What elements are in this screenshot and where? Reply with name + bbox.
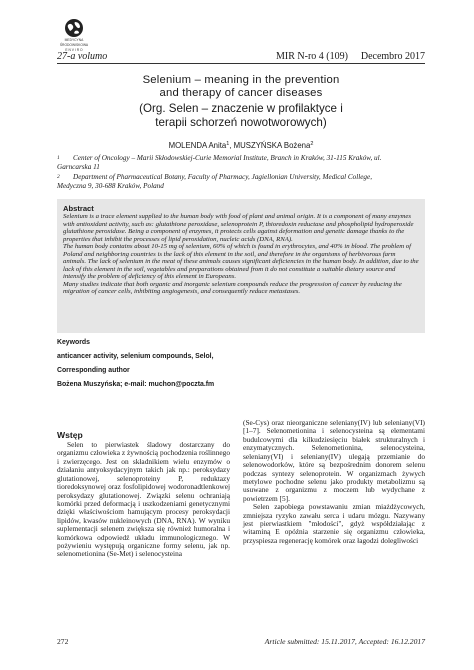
body-paragraph: (Se-Cys) oraz nieorganiczne seleniany(IV) lub seleniany(VI) [1–7]. Selenometionina i selenocysteina są elementami budulcowymi dla kilkudziesięciu białek strukturalnych i enzymatycznych. Selenometionina, selenocysteina, seleniany(VI) i seleniany(IV) ulegają przemianie do selenowodorków, które są bezpośrednim donorem selenu podczas syntezy selenoprotein. W organizmach żywych metylowe pochodne selenu jako produkty metabolizmu są usuwane z organizmu z moczem lub wydychane z powietrzem [5].: [243, 418, 425, 503]
keywords-text: anticancer activity, selenium compounds, Selol,: [57, 353, 214, 360]
issue-label: MIR N-ro 4 (109): [276, 51, 348, 62]
author-separator: ,: [229, 141, 234, 150]
body-paragraph: Selen zapobiega powstawaniu zmian miażdżycowych, zmniejsza ryzyko zawału serca i udaru mózgu. Nazywany jest pierwiastkiem "młodości", gdyż współdziałając z witaminą E opóźnia starzenie się organizmu człowieka, przyspiesza regenerację komórek oraz łagodzi dolegliwości: [243, 502, 425, 545]
submission-dates: Article submitted: 15.11.2017, Accepted: 16.12.2017: [264, 637, 425, 646]
affiliation-text-cont: Garncarska 11: [57, 163, 100, 172]
abstract-box: [57, 199, 425, 333]
logo-line-1: MEDYCYNA: [64, 38, 84, 42]
logo-line-3: E N V I R O: [65, 47, 83, 52]
author-list: [57, 139, 425, 151]
abstract-paragraph: Selenium is a trace element supplied to the human body with food of plant and animal origin. It is a component of many enzymes with antioxidant activity, such as: glutathione peroxidase, selenoprotein P, thioredoxin reductase and phospholipid hydroperoxide glutathione peroxidase. Being a component of enzymes, it protects cells against deformation and genetic damage thanks to the properties that inhibit the processes of lipid peroxidation, nucleic acids (DNA, RNA).: [63, 213, 414, 243]
affiliation-text: Department of Pharmaceutical Botany, Faculty of Pharmacy, Jagiellonian University, Medical College,: [73, 172, 373, 181]
author-2: MUSZYŃSKA Bożena: [233, 141, 311, 150]
abstract-paragraph: Many studies indicate that both organic and inorganic selenium compounds reduce the progression of cancer by reducing the migration of cancer cells, inhibiting angiogenesis, and consequently reduce metastases.: [63, 280, 402, 296]
corresponding-label: Corresponding author: [57, 367, 130, 374]
globe-icon: [64, 18, 84, 38]
author-1: MOLENDA Anita: [168, 141, 227, 150]
journal-logo: [57, 18, 91, 52]
article-title: [57, 74, 425, 100]
logo-line-2: ŚRODOWISKOWA: [59, 42, 89, 47]
subtitle-line-1: (Org. Selen – znaczenie w profilaktyce i: [139, 102, 343, 115]
title-line-2: and therapy of cancer diseases: [159, 87, 323, 100]
affiliation-number: 2: [57, 173, 60, 180]
abstract-paragraph: The human body contains about 10-15 mg of selenium, 60% of which is found in erythrocytes, and 40% in blood. The problem of Poland and neighboring countries is the lack of this element in the soil, and therefore in the organisms of herbivorous farm animals. The lack of selenium in the meat of these animals causes significant deficiencies in the human body. In addition, due to the lack of this element in the soil, vegetables and preparations obtained from it do not constitute a suitable dietary source and intensify the problem of deficiency of this element in Europeans.: [63, 243, 419, 281]
header-divider: [57, 63, 425, 64]
body-paragraph: Selen to pierwiastek śladowy dostarczany do organizmu człowieka z żywnością pochodzenia roślinnego i zwierzęcego. Jest on składnikiem wielu enzymów o działaniu antyoksydacyjnym takich jak np.: peroksydazy glutationowej, selenoproteiny P, reduktazy tioredoksynowej oraz fosfolipidowej wodoronadtlenkowej peroksydazy glutationowej. Związki selenu ochraniają komórki przed deformacją i uszkodzeniami genetycznymi dzięki właściwościom hamującym procesy peroksydacji lipidów, kwasów nukleinowych (DNA, RNA). W wyniku suplementacji selenem zwiększa się również humoralna i komórkowa odpowiedź układu immunologicznego. W pożywieniu występują organiczne formy selenu, jak np. selenometionina (Se-Met) i selenocysteina: [57, 440, 230, 559]
keywords-label: Keywords: [57, 339, 90, 346]
subtitle-line-2: terapii schorzeń nowotworowych): [155, 115, 327, 129]
affiliations: [57, 154, 425, 191]
affiliation-text: Center of Oncology – Marii Skłodowskiej-Curie Memorial Institute, Branch in Kraków, 31-115 Kraków, ul.: [73, 154, 382, 162]
section-heading: Wstęp: [57, 430, 83, 440]
title-line-1: Selenium – meaning in the prevention: [142, 74, 340, 86]
page-number: 272: [57, 637, 69, 646]
body-column-right: [243, 419, 425, 545]
body-column-left: [57, 430, 230, 559]
affiliation-text-cont: Medyczna 9, 30-688 Kraków, Poland: [57, 182, 164, 191]
author-1-affil: 1: [226, 141, 230, 147]
affiliation-item: [57, 154, 425, 172]
affiliation-number: 1: [57, 155, 60, 161]
author-2-affil: 2: [310, 141, 314, 147]
affiliation-item: [57, 173, 425, 191]
date-label: Decembro 2017: [360, 51, 425, 62]
corresponding-text: Bożena Muszyńska; e-mail: muchon@poczta.fm: [57, 381, 215, 388]
volume-label: 27-a volumo: [57, 51, 108, 62]
abstract-heading: Abstract: [63, 204, 94, 213]
article-subtitle: [57, 102, 425, 129]
